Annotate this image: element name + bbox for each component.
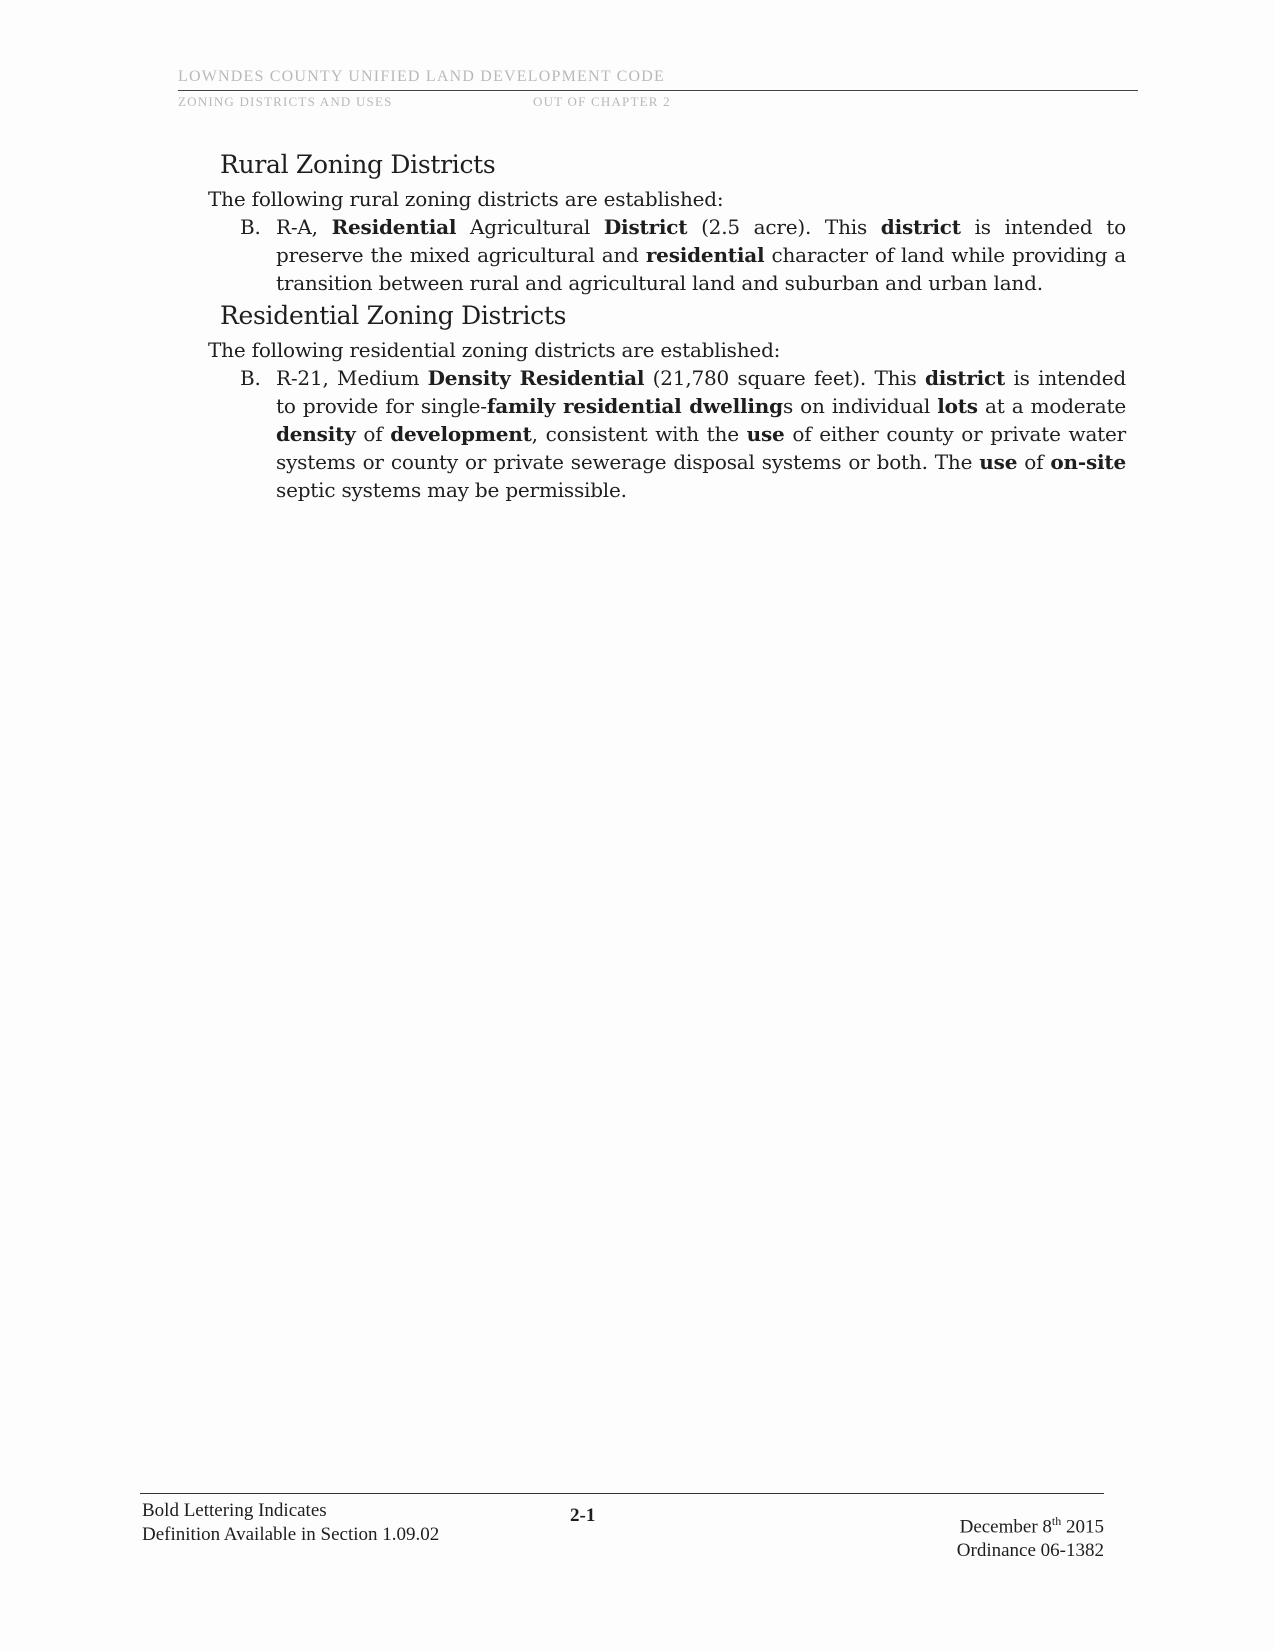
footer-note xyxy=(142,1499,439,1547)
text-run: of either county or private water systems or county or private sewerage disposal systems or both. The xyxy=(276,422,1127,474)
footer-ordinance: Ordinance 06-1382 xyxy=(956,1540,1104,1562)
list-item xyxy=(240,213,1140,297)
text-run: of xyxy=(1017,450,1051,474)
header-rule xyxy=(178,90,1138,91)
text-run: is intended to provide for single- xyxy=(276,366,1126,418)
text-run: of xyxy=(355,422,391,446)
text-run: Agricultural xyxy=(456,215,604,239)
text-run: R-A, xyxy=(276,215,332,239)
footer-note-line1: Bold Lettering Indicates xyxy=(142,1500,327,1521)
defined-term: District xyxy=(603,215,688,239)
text-run: , consistent with the xyxy=(531,422,747,446)
defined-term: family residential dwelling xyxy=(486,394,783,418)
list-item-marker: B. xyxy=(240,366,261,390)
section-intro: The following residential zoning districts are established: xyxy=(208,338,781,362)
page-number: 2-1 xyxy=(570,1505,596,1526)
text-run: (2.5 acre). This xyxy=(687,215,881,239)
footer-rule xyxy=(140,1493,1104,1494)
defined-term: use xyxy=(746,422,785,446)
list-item-text xyxy=(276,213,1126,297)
main-content xyxy=(200,150,1140,504)
defined-term: density xyxy=(276,422,356,446)
text-run: (21,780 square feet). This xyxy=(644,366,925,390)
defined-term: residential xyxy=(645,243,765,267)
defined-term: use xyxy=(979,450,1018,474)
list-item-text xyxy=(276,364,1126,504)
defined-term: Residential xyxy=(331,215,457,239)
footer-date-suffix: th xyxy=(1051,1514,1062,1528)
defined-term: Density Residential xyxy=(427,366,645,390)
footer-date-ordinance xyxy=(957,1509,1104,1563)
defined-term: lots xyxy=(937,394,978,418)
list-item xyxy=(240,364,1140,504)
list-item-marker: B. xyxy=(240,215,261,239)
running-header-title: LOWNDES COUNTY UNIFIED LAND DEVELOPMENT CODE xyxy=(178,68,665,85)
running-header xyxy=(178,68,1138,112)
defined-term: district xyxy=(880,215,961,239)
section-intro: The following rural zoning districts are established: xyxy=(208,187,724,211)
section-heading: Rural Zoning Districts xyxy=(220,150,496,179)
section-heading: Residential Zoning Districts xyxy=(220,301,567,330)
defined-term: development xyxy=(390,422,532,446)
defined-term: district xyxy=(924,366,1006,390)
running-header-chapter-name: ZONING DISTRICTS AND USES xyxy=(178,94,393,109)
footer-date-prefix: December 8 xyxy=(959,1516,1052,1538)
section-residential xyxy=(200,301,1140,504)
footer-note-line2: Definition Available in Section 1.09.02 xyxy=(142,1524,440,1545)
footer-date xyxy=(957,1509,1104,1539)
text-run: R-21, Medium xyxy=(276,366,428,390)
text-run: character of land while providing a transition between rural and agricultural land and suburban and urban land. xyxy=(276,243,1126,295)
section-rural xyxy=(200,150,1140,297)
running-header-chapter-ref: OUT OF CHAPTER 2 xyxy=(533,94,671,109)
running-header-subtitle xyxy=(178,94,1138,112)
footer-date-year: 2015 xyxy=(1061,1516,1104,1538)
text-run: is intended to preserve the mixed agricultural and xyxy=(276,215,1126,267)
page-footer xyxy=(140,1493,1104,1562)
text-run: at a moderate xyxy=(977,394,1126,418)
text-run: s on individual xyxy=(782,394,938,418)
text-run: septic systems may be permissible. xyxy=(276,478,627,502)
defined-term: on-site xyxy=(1050,450,1126,474)
